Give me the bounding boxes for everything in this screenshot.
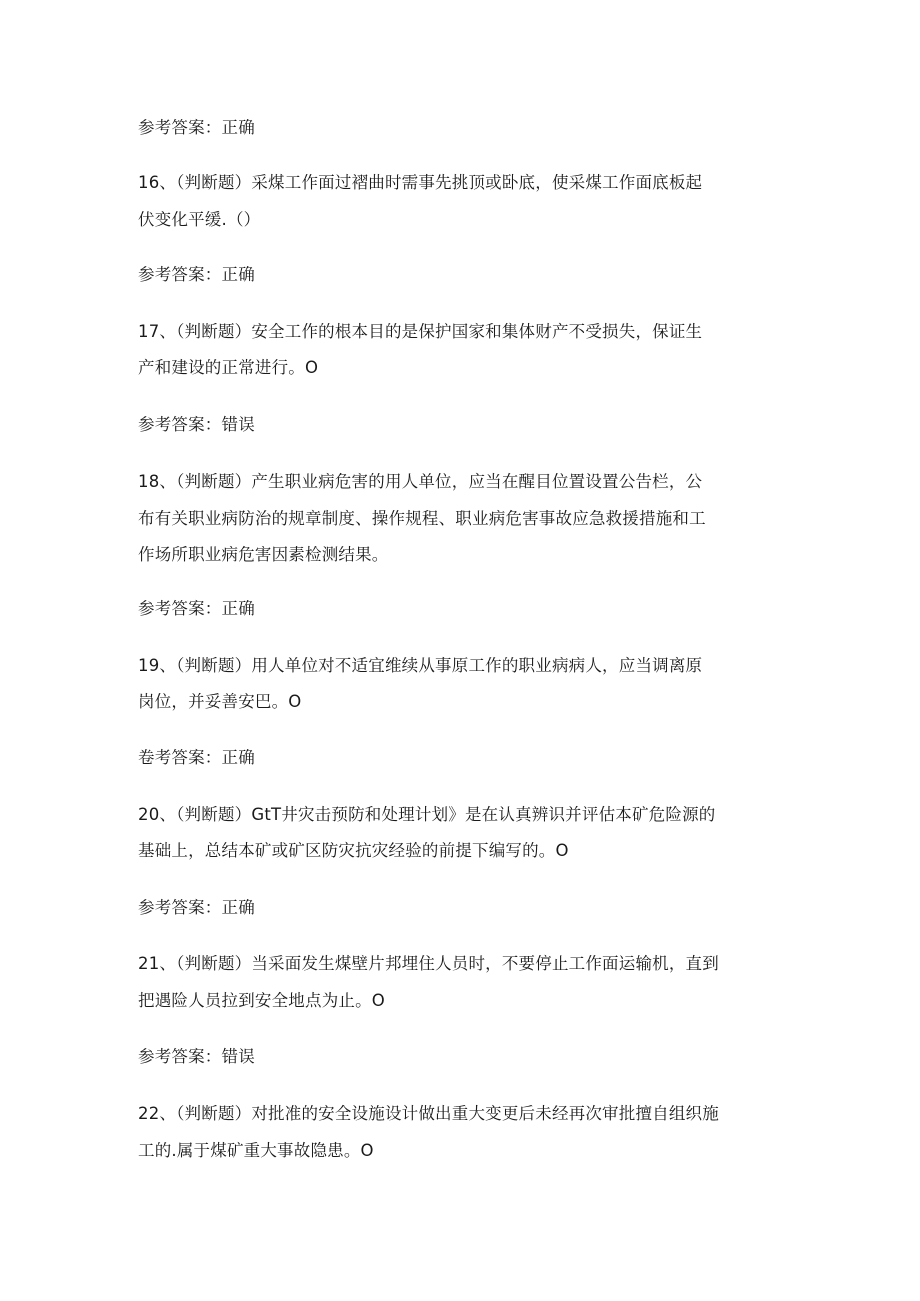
question-22-line-2: 工的.属于煤矿重大事故隐患。O: [138, 1141, 374, 1160]
answer-line: 参考答案：正确: [138, 118, 255, 137]
question-16-line-2: 伏变化平缓.（）: [138, 210, 261, 229]
question-21-line-2: 把遇险人员拉到安全地点为止。O: [138, 991, 385, 1010]
question-21-line-1: 21、（判断题）当采面发生煤壁片邦埋住人员时，不要停止工作面运输机，直到: [138, 954, 719, 973]
question-17-line-2: 产和建设的正常进行。O: [138, 358, 319, 377]
question-18-line-2: 布有关职业病防治的规章制度、操作规程、职业病危害事故应急救援措施和工: [138, 509, 706, 528]
question-18-line-3: 作场所职业病危害因素检测结果。: [138, 545, 389, 564]
question-19-line-1: 19、（判断题）用人单位对不适宜维续从事原工作的职业病病人，应当调离原: [138, 656, 703, 675]
answer-21: 参考答案：错误: [138, 1047, 255, 1066]
question-20-line-2: 基础上，总结本矿或矿区防灾抗灾经验的前提下编写的。O: [138, 841, 569, 860]
question-16-line-1: 16、（判断题）采煤工作面过褶曲时需事先挑顶或卧底，使采煤工作面底板起: [138, 173, 703, 192]
question-19-line-2: 岗位，并妥善安巴。O: [138, 692, 302, 711]
answer-16: 参考答案：正确: [138, 265, 255, 284]
question-17-line-1: 17、（判断题）安全工作的根本目的是保护国家和集体财产不受损失，保证生: [138, 322, 703, 341]
answer-19: 卷考答案：正确: [138, 748, 255, 767]
question-22-line-1: 22、（判断题）对批准的安全设施设计做出重大变更后未经再次审批擅自组织施: [138, 1104, 719, 1123]
question-20-line-1: 20、（判断题）GtT井灾击预防和处理计划》是在认真辨识并评估本矿危险源的: [138, 805, 716, 824]
answer-17: 参考答案：错误: [138, 415, 255, 434]
answer-18: 参考答案：正确: [138, 599, 255, 618]
question-18-line-1: 18、（判断题）产生职业病危害的用人单位，应当在醒目位置设置公告栏，公: [138, 472, 703, 491]
answer-20: 参考答案：正确: [138, 898, 255, 917]
